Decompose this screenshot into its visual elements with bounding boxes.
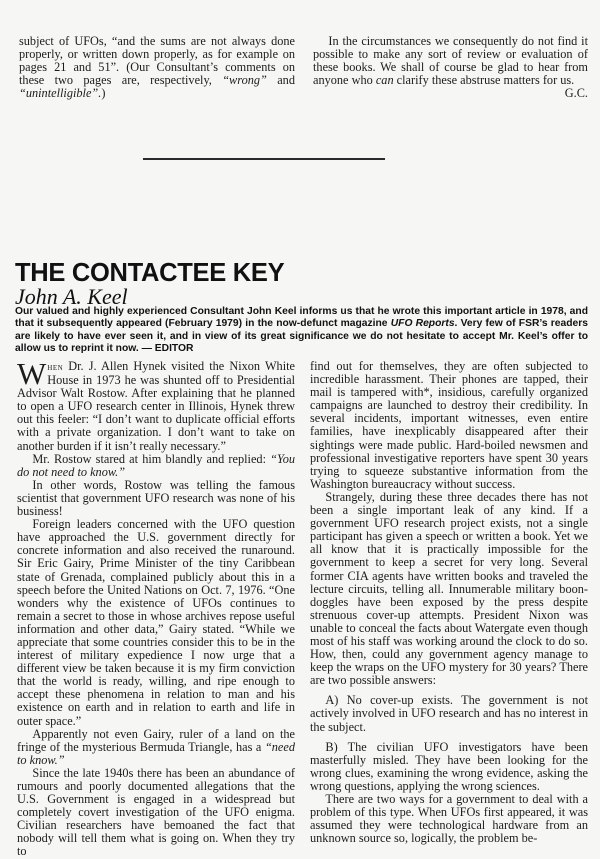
italic-quote-wrong: “wrong”	[222, 73, 267, 88]
article-paragraph: find out for themselves, they are often subjected to incredible harassment. Their phones are tapped, their mail is tampered with*, insidious, carefully organized campaigns are launched to destroy their credibility. In several incidents, important witnesses, even entire families, have inexplicably disappeared after their sightings were made public. Hard-boiled newsmen and professional investigative reporters have spent 30 years trying to squeeze substantive information from the Washington bureaucracy without success.	[310, 359, 588, 491]
text-run: clarify these abstruse matters for us.	[393, 73, 575, 88]
text-run: . Very few of FSR’s readers are likely to have ever seen it, and in view of its great significance we do not hesitate to accept Mr. Keel’s offer to allow us to reprint it now. — EDITOR	[15, 318, 588, 354]
article-paragraph: Strangely, during these three decades there has not been a single important leak of any kind. If a government UFO research project exists, not a single participant has given a speech or written a book. Yet we all know that it is practically impossible for the government to keep a secret for very long. Several former CIA agents have written books and traveled the lecture circuits, telling all. Innumerable military boon-doggles have been exposed by the press despite strenuous cover-up attempts. President Nixon was unable to conceal the facts about Watergate even though most of his staff was working around the clock to do so. How, then, could any government agency manage to keep the wraps on the UFO mystery for 30 years? There are two possible answers:	[310, 489, 588, 688]
editor-intro	[15, 306, 588, 355]
text-run: Apparently not even Gairy, ruler of a land on the fringe of the mysterious Bermuda Triangle, has a	[17, 726, 295, 754]
article-paragraph	[17, 453, 295, 479]
previous-article-left-column	[19, 35, 295, 100]
article-paragraph: There are two ways for a government to deal with a problem of this type. When UFOs first appeared, it was assumed they were technological hardware from an unknown source so, logically, the problem be-	[310, 792, 588, 846]
text-run: In the circumstances we consequently do not find it possible to make any sort of review or evaluation of these books. We shall of course be glad to hear from anyone who	[313, 34, 588, 88]
section-divider	[143, 158, 385, 160]
article-title: THE CONTACTEE KEY	[15, 259, 285, 287]
article-paragraph: Since the late 1940s there has been an abundance of rumours and poorly documented allegations that the U.S. Government is engaged in a widespread but completely covert investigation of the UFO enigma. Civilian researchers have bemoaned the fact that nobody will tell them what is going on. When they try to	[17, 765, 295, 859]
italic-quote: “need to know.”	[17, 739, 295, 767]
article-paragraph	[17, 728, 295, 767]
previous-article-closing-paragraph	[313, 35, 588, 87]
italic-quote-unintelligible: “unintelligible”.	[19, 86, 102, 101]
text-run: Our valued and highly experienced Consultant John Keel informs us that he wrote this important article in 1978, and that it subsequently appeared (February 1979) in the now-defunct magazine	[15, 306, 588, 330]
previous-article-paragraph	[19, 35, 295, 100]
magazine-name: UFO Reports	[390, 318, 455, 330]
previous-article-right-column	[313, 35, 588, 100]
answer-a: A) No cover-up exists. The government is not actively involved in UFO research and has no interest in the subject.	[310, 693, 588, 734]
article-author: John A. Keel	[15, 284, 128, 309]
text-run: subject of UFOs, “and the sums are not always done properly, or written down properly, as for example on pages 21 and 51”. (Our Consultant’s comments on these two pages are, respectively,	[19, 34, 295, 88]
small-caps-lead: hen	[47, 362, 64, 373]
text-run: )	[101, 86, 106, 101]
article-paragraph: Foreign leaders concerned with the UFO question have approached the U.S. government directly for concrete information and also received the runaround. Sir Eric Gairy, Prime Minister of the tiny Caribbean state of Grenada, complained publicly about this in a speech before the United Nations on Oct. 7, 1976. “One wonders why the existence of UFOs continues to remain a secret to those in whose archives repose useful information and other data,” Gairy stated. “While we appreciate that some countries consider this to be in the interest of military expedience I now urge that a different view be taken because it is my firm conviction that the world is ready, willing, and ripe enough to accept these phenomena in relation to man and his existence on earth and in relation to earth and life in outer space.”	[17, 517, 295, 728]
italic-can: can	[375, 73, 394, 88]
text-run: and	[266, 73, 295, 88]
answer-b: B) The civilian UFO investigators have been masterfully misled. They have been looking for the wrong clues, examining the wrong evidence, asking the wrong questions, applying the wrong sciences.	[310, 739, 588, 793]
text-run: Dr. J. Allen Hynek visited the Nixon White House in 1973 he was shunted off to Presidential Advisor Walt Rostow. After explaining that he planned to open a UFO research center in Illinois, Hynek threw out this feeler: “I don’t want to duplicate official efforts with a private organization. I don’t want to take on another burden if it isn’t really necessary.”	[17, 359, 295, 453]
text-run: Mr. Rostow stared at him blandly and replied:	[32, 451, 271, 466]
article-paragraph	[17, 356, 295, 453]
drop-cap: W	[17, 356, 47, 391]
italic-quote: “You do not need to know.”	[17, 451, 295, 479]
article-right-column	[310, 360, 588, 845]
article-paragraph: In other words, Rostow was telling the famous scientist that government UFO research was none of his business!	[17, 477, 295, 519]
article-left-column	[17, 356, 295, 859]
signoff-initials: G.C.	[564, 86, 588, 101]
